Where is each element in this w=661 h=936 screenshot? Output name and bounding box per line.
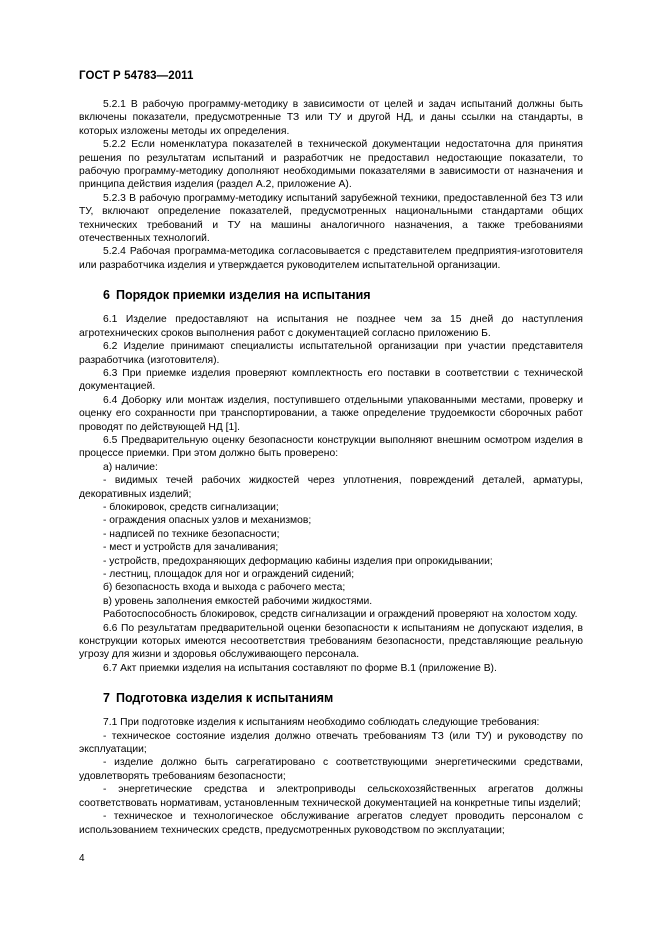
list-item: - техническое состояние изделия должно отвечать требованиям ТЗ (или ТУ) и руководству по эксплуатации;	[79, 730, 583, 756]
list-item: б) безопасность входа и выхода с рабочего места;	[103, 582, 346, 594]
list-item: а) наличие:	[103, 461, 158, 473]
paragraph-6-6: 6.6 По результатам предварительной оценки безопасности к испытаниям не допускают изделия, в конструкции которых имеются несоответствия требованиям безопасности, представляющие реальную угрозу для жизни и здоровья обслуживающего персонала.	[79, 622, 583, 661]
paragraph-6-1: 6.1 Изделие предоставляют на испытания не позднее чем за 15 дней до наступления агротехнических сроков выполнения работ с документацией согласно приложению Б.	[79, 314, 583, 339]
paragraph-6-7: 6.7 Акт приемки изделия на испытания составляют по форме В.1 (приложение В).	[103, 662, 497, 674]
paragraph-5-2-2: 5.2.2 Если номенклатура показателей в технической документации недостаточна для принятия решения по результатам испытаний и разработчик не предоставил недостающие показатели, то рабочую программу-методику дополняют необходимыми показателями в зависимости от назначения и принципа действия изделия (раздел А.2, приложение А).	[79, 139, 583, 191]
paragraph-5-2-1: 5.2.1 В рабочую программу-методику в зависимости от целей и задач испытаний должны быть включены показатели, предусмотренные ТЗ или ТУ и другой НД, и даны ссылки на стандарты, в которых изложены методы их определения.	[79, 99, 583, 137]
list-item: - изделие должно быть сагрегатировано с соответствующими энергетическими средствами, удовлетворять требованиям безопасности;	[79, 757, 583, 782]
list-item: - мест и устройств для зачаливания;	[103, 542, 279, 554]
list-item: - видимых течей рабочих жидкостей через уплотнения, повреждений деталей, арматуры, декоративных изделий;	[79, 475, 583, 500]
list-item: - техническое и технологическое обслуживание агрегатов следует проводить персоналом с использованием технических средств, предусмотренных руководством по эксплуатации;	[79, 811, 583, 836]
page-content	[79, 98, 583, 837]
list-item: в) уровень заполнения емкостей рабочими жидкостями.	[103, 595, 373, 607]
list-item: - энергетические средства и электроприводы сельскохозяйственных агрегатов должны соответствовать нормативам, установленным технической документацией на конкретные типы изделий;	[79, 784, 583, 809]
list-item: - надписей по технике безопасности;	[103, 528, 280, 540]
list-item: - лестниц, площадок для ног и ограждений сидений;	[103, 569, 355, 580]
list-item: - блокировок, средств сигнализации;	[103, 501, 279, 513]
section-6-number: 6	[103, 288, 110, 303]
paragraph-6-5: 6.5 Предварительную оценку безопасности конструкции выполняют внешним осмотром изделия в процессе приемки. При этом должно быть проверено:	[79, 434, 583, 460]
section-7-number: 7	[103, 691, 110, 706]
list-item: - ограждения опасных узлов и механизмов;	[103, 515, 312, 527]
paragraph-6-3: 6.3 При приемке изделия проверяют комплектность его поставки в соответствии с технической документацией.	[79, 367, 583, 393]
list-item: - устройств, предохраняющих деформацию кабины изделия при опрокидывании;	[103, 555, 493, 567]
section-7-title: Подготовка изделия к испытаниям	[115, 691, 334, 706]
section-6-title: Порядок приемки изделия на испытания	[115, 288, 371, 303]
paragraph-6-4: 6.4 Доборку или монтаж изделия, поступившего отдельными упакованными местами, проверку и оценку его сохранности при транспортировании, а также определение трудоемкости сборочных работ проводят по действующей НД [1].	[79, 394, 583, 433]
paragraph-operability: Работоспособность блокировок, средств сигнализации и ограждений проверяют на холостом ходу.	[103, 609, 578, 621]
section-7-heading	[103, 690, 583, 706]
paragraph-6-2: 6.2 Изделие принимают специалисты испытательной организации при участии представителя разработчика (изготовителя).	[79, 341, 583, 366]
document-code-header: ГОСТ Р 54783—2011	[79, 70, 194, 82]
paragraph-5-2-4: 5.2.4 Рабочая программа-методика согласовывается с представителем предприятия-изготовителя или разработчика изделия и утверждается руководителем испытательной организации.	[79, 246, 583, 271]
section-6-heading	[103, 287, 583, 303]
paragraph-5-2-3: 5.2.3 В рабочую программу-методику испытаний зарубежной техники, предоставленной без ТЗ или ТУ, включают определение показателей, предусмотренных национальными стандартами общих технических требований и ТУ на машины аналогичного назначения, а также требованиями отечественных технологий.	[79, 192, 583, 245]
page-number: 4	[79, 853, 85, 864]
paragraph-7-1: 7.1 При подготовке изделия к испытаниям необходимо соблюдать следующие требования:	[103, 717, 540, 729]
